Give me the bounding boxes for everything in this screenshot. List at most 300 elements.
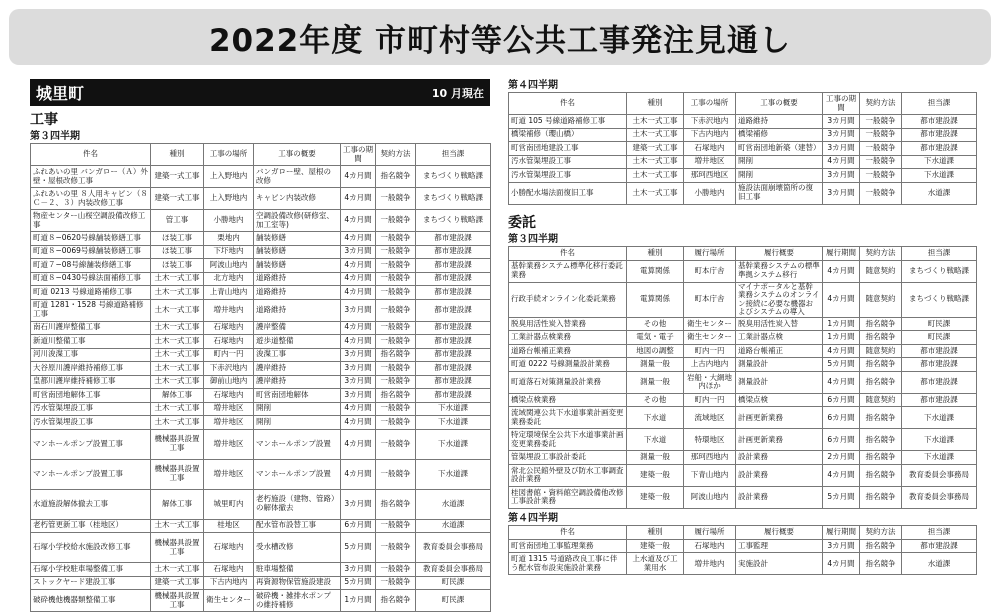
left-column [30,79,490,612]
table-row [509,182,977,204]
cell-summary: 開削 [736,155,823,169]
cell-type: 電気・電子 [627,331,684,345]
cell-type: 土木一式工事 [151,563,204,577]
cell-name: 町道 0222 号線測量設計業務 [509,358,627,372]
cell-method: 一般競争 [376,402,416,416]
cell-method: 一般競争 [376,245,416,259]
cell-period: 3カ月間 [341,348,376,362]
cell-summary: 道路台帳補正 [736,344,823,358]
cell-department: 下水道課 [902,407,977,429]
cell-type: 電算関係 [627,282,684,317]
cell-type: ほ装工事 [151,245,204,259]
table-row [509,464,977,486]
cell-period: 4カ月間 [341,232,376,246]
table-row [31,245,491,259]
cell-type: その他 [627,393,684,407]
cell-department: 都市建設課 [416,286,491,300]
cell-summary: 護岸維持 [254,362,341,376]
table-row [509,128,977,142]
cell-period: 4カ月間 [341,416,376,430]
cell-department: 下水道課 [902,451,977,465]
cell-department: 町民課 [416,590,491,612]
cell-department: 都市建設課 [416,375,491,389]
cell-location: 那珂西地内 [684,451,736,465]
table-row [509,142,977,156]
header-col-summary: 履行概要 [736,525,823,539]
table-row [509,282,977,317]
cell-method: 随意契約 [860,344,902,358]
cell-name: 物産センター山桜空調設備改修工事 [31,210,151,232]
cell-type: 建築一式工事 [151,576,204,590]
cell-type: 土木一式工事 [151,286,204,300]
header-col-type: 種別 [627,246,684,260]
cell-period: 5カ月間 [341,576,376,590]
cell-period: 4カ月間 [341,272,376,286]
cell-department: 都市建設課 [902,115,977,129]
cell-summary: 道路維持 [736,115,823,129]
cell-name: 町道 1315 号道路改良工事に伴う配水管布設実施設計業務 [509,553,627,575]
cell-period: 4カ月間 [341,335,376,349]
cell-location: 下赤沢地内 [684,115,736,129]
cell-location: 増井地区 [204,429,254,459]
cell-period: 3カ月間 [823,182,860,204]
cell-period: 4カ月間 [823,371,860,393]
cell-period: 2カ月間 [823,451,860,465]
cell-summary: 測量設計 [736,358,823,372]
cell-department: まちづくり戦略課 [902,260,977,282]
cell-department: 都市建設課 [902,142,977,156]
cell-summary: 道路維持 [254,299,341,321]
cell-location: 特環地区 [684,429,736,451]
cell-department: 下水道課 [416,459,491,489]
cell-method: 指名競争 [860,486,902,508]
cell-department: 教育委員会事務局 [416,563,491,577]
cell-method: 一般競争 [376,286,416,300]
cell-location: 阿波山地内 [684,486,736,508]
cell-name: 町営南団地工事監理業務 [509,539,627,553]
cell-location: 増井地区 [684,155,736,169]
cell-location: 石塚地内 [204,533,254,563]
cell-method: 指名競争 [860,553,902,575]
cell-type: 建築一般 [627,539,684,553]
cell-period: 3カ月間 [341,563,376,577]
cell-location: 石塚地内 [684,142,736,156]
quarter-label: 第４四半期 [508,80,558,91]
cell-location: 小勝地内 [204,210,254,232]
header-col-method: 契約方法 [376,144,416,166]
cell-period: 5カ月間 [823,358,860,372]
cell-method: 一般競争 [376,210,416,232]
cell-name: 行政手続オンライン化委託業務 [509,282,627,317]
cell-summary: 道路維持 [254,286,341,300]
table-row [31,429,491,459]
cell-summary: 実施設計 [736,553,823,575]
cell-period: 4カ月間 [341,429,376,459]
cell-location: 石塚地内 [204,563,254,577]
cell-location: 衛生センター [204,590,254,612]
table-row [509,331,977,345]
right-column [508,79,976,575]
header-col-method: 契約方法 [860,246,902,260]
cell-type: 建築一式工事 [151,166,204,188]
cell-period: 3カ月間 [341,245,376,259]
cell-name: ストックヤード建設工事 [31,576,151,590]
cell-location: 下古内地内 [684,128,736,142]
cell-department: 都市建設課 [416,335,491,349]
header-col-department: 担当課 [902,93,977,115]
table-row [509,393,977,407]
cell-type: 土木一式工事 [627,128,684,142]
header-col-summary: 履行概要 [736,246,823,260]
table-row [509,451,977,465]
cell-summary: 開削 [254,402,341,416]
cell-period: 4カ月間 [341,166,376,188]
cell-period: 3カ月間 [823,169,860,183]
cell-department: 下水道課 [902,429,977,451]
cell-type: 土木一式工事 [151,272,204,286]
table-row [31,519,491,533]
cell-type: 電算関係 [627,260,684,282]
cell-type: 建築一式工事 [151,188,204,210]
cell-method: 一般競争 [860,169,902,183]
header-col-department: 担当課 [902,246,977,260]
cell-department: 町民課 [902,331,977,345]
header-col-department: 担当課 [416,144,491,166]
cell-summary: 設計業務 [736,451,823,465]
cell-name: 河川浚渫工事 [31,348,151,362]
cell-name: 流域関連公共下水道事業計画変更業務委託 [509,407,627,429]
cell-name: 破砕機他機器類整備工事 [31,590,151,612]
page-title: 2022年度 市町村等公共工事発注見通し [208,22,792,59]
construction-q3-table [30,143,491,612]
header-col-period: 履行期間 [823,525,860,539]
cell-type: 土木一式工事 [627,115,684,129]
cell-method: 指名競争 [376,389,416,403]
table-row [31,210,491,232]
cell-method: 一般競争 [376,429,416,459]
cell-type: 下水道 [627,429,684,451]
cell-type: 土木一式工事 [151,416,204,430]
cell-department: 都市建設課 [416,259,491,273]
cell-period: 3カ月間 [823,115,860,129]
cell-name: 町道 1281・1528 号線道路補修工事 [31,299,151,321]
table-row [509,155,977,169]
table-row [509,358,977,372]
cell-period: 4カ月間 [341,286,376,300]
cell-location: 衛生センター [684,331,736,345]
cell-location: 増井地区 [204,416,254,430]
cell-department: 下水道課 [416,429,491,459]
cell-method: 指名競争 [860,429,902,451]
cell-name: 道路台帳補正業務 [509,344,627,358]
cell-name: マンホールポンプ設置工事 [31,459,151,489]
cell-location: 下古内地内 [204,576,254,590]
quarter-label: 第４四半期 [508,512,558,524]
cell-name: 町道 105 号線道路補修工事 [509,115,627,129]
header-col-period: 工事の期間 [823,93,860,115]
cell-type: 土木一式工事 [151,402,204,416]
cell-summary: 遊歩道整備 [254,335,341,349]
cell-department: 都市建設課 [902,371,977,393]
cell-method: 一般競争 [860,142,902,156]
cell-location: 増井地内 [684,553,736,575]
cell-department: 都市建設課 [416,348,491,362]
cell-type: 上水道及び工業用水 [627,553,684,575]
cell-summary: 舗装修繕 [254,232,341,246]
cell-name: 常北公民館外壁及び防水工事調査設計業務 [509,464,627,486]
cell-location: 町本庁舎 [684,282,736,317]
cell-type: 測量一般 [627,451,684,465]
cell-location: 下赤沢地内 [204,362,254,376]
cell-department: 都市建設課 [416,299,491,321]
table-row [509,429,977,451]
cell-period: 6カ月間 [823,407,860,429]
cell-department: 都市建設課 [416,362,491,376]
table-row [31,576,491,590]
header-col-department: 担当課 [902,525,977,539]
cell-method: 一般競争 [376,362,416,376]
cell-period: 3カ月間 [341,299,376,321]
cell-type: 土木一式工事 [151,348,204,362]
cell-method: 一般競争 [376,321,416,335]
cell-method: 指名競争 [376,166,416,188]
cell-location: 栗地内 [204,232,254,246]
cell-period: 3カ月間 [823,128,860,142]
cell-department: 教育委員会事務局 [416,533,491,563]
cell-method: 指名競争 [860,371,902,393]
table-row [31,286,491,300]
title-banner [9,9,991,65]
cell-type: 土木一式工事 [627,182,684,204]
cell-summary: 工事監理 [736,539,823,553]
cell-location: 増井地内 [204,299,254,321]
cell-period: 6カ月間 [823,429,860,451]
table-row [31,335,491,349]
table-row [509,539,977,553]
cell-type: 土木一式工事 [627,155,684,169]
cell-type: 土木一式工事 [151,335,204,349]
cell-location: 北方地内 [204,272,254,286]
cell-name: 水道施設解体撤去工事 [31,489,151,519]
cell-name: 老朽管更新工事（桂地区） [31,519,151,533]
cell-method: 一般競争 [376,576,416,590]
cell-department: 町民課 [416,576,491,590]
category-construction: 工事 [30,112,58,128]
cell-name: 橋梁補修（瓔山橋） [509,128,627,142]
cell-summary: 開削 [736,169,823,183]
cell-name: 町道 0213 号線道路補修工事 [31,286,151,300]
header-col-name: 件名 [509,93,627,115]
cell-location: 岩船・大網地内ほか [684,371,736,393]
cell-department: 町民課 [902,317,977,331]
cell-name: 町道落石対策測量設計業務 [509,371,627,393]
cell-location: 増井地区 [204,459,254,489]
header-col-location: 履行場所 [684,246,736,260]
cell-type: 測量一般 [627,371,684,393]
cell-method: 一般競争 [376,519,416,533]
cell-summary: 老朽施設（建物、管路）の解体撤去 [254,489,341,519]
cell-name: 管渠埋設工事設計委託 [509,451,627,465]
cell-summary: 配水管布設替工事 [254,519,341,533]
cell-period: 4カ月間 [823,260,860,282]
cell-department: 都市建設課 [902,344,977,358]
header-col-method: 契約方法 [860,525,902,539]
cell-location: 町内一円 [684,344,736,358]
cell-period: 4カ月間 [341,259,376,273]
table-row [31,489,491,519]
cell-name: 町道８−0069号線舗装修繕工事 [31,245,151,259]
cell-summary: 橋梁点検 [736,393,823,407]
cell-type: 土木一式工事 [151,321,204,335]
cell-type: 土木一式工事 [627,169,684,183]
table-row [509,115,977,129]
table-row [31,348,491,362]
cell-method: 一般競争 [376,232,416,246]
cell-type: 建築一式工事 [627,142,684,156]
header-col-method: 契約方法 [860,93,902,115]
cell-type: その他 [627,317,684,331]
cell-summary: 計画更新業務 [736,407,823,429]
cell-type: 建築一般 [627,486,684,508]
cell-name: 汚水管渠埋設工事 [509,169,627,183]
cell-name: 大谷原川護岸維持補修工事 [31,362,151,376]
cell-location: 桂地区 [204,519,254,533]
cell-type: 機械器具設置工事 [151,590,204,612]
cell-department: 都市建設課 [902,128,977,142]
construction-q4-table [508,92,977,205]
cell-method: 指名競争 [860,539,902,553]
cell-method: 一般競争 [860,115,902,129]
cell-method: 一般競争 [376,272,416,286]
cell-method: 一般競争 [376,259,416,273]
cell-method: 指名競争 [860,317,902,331]
cell-type: 土木一式工事 [151,362,204,376]
cell-type: 土木一式工事 [151,519,204,533]
cell-type: ほ装工事 [151,232,204,246]
cell-department: 都市建設課 [416,232,491,246]
cell-summary: 基幹業務システムの標準準拠システム移行 [736,260,823,282]
cell-period: 4カ月間 [341,210,376,232]
header-col-name: 件名 [509,525,627,539]
cell-summary: 脱臭用活性炭入替 [736,317,823,331]
cell-location: 城里町内 [204,489,254,519]
cell-period: 4カ月間 [341,459,376,489]
cell-summary: 道路維持 [254,272,341,286]
table-row [509,317,977,331]
cell-summary: 空調設備改修(研修室、加工室等) [254,210,341,232]
cell-department: 下水道課 [902,169,977,183]
cell-name: 新道川整備工事 [31,335,151,349]
cell-name: 町営南団地解体工事 [31,389,151,403]
header-col-period: 履行期間 [823,246,860,260]
cell-location: 石塚地内 [204,389,254,403]
cell-summary: 計画更新業務 [736,429,823,451]
cell-period: 5カ月間 [341,533,376,563]
cell-location: 上入野地内 [204,188,254,210]
cell-name: 脱臭用活性炭入替業務 [509,317,627,331]
cell-type: 機械器具設置工事 [151,459,204,489]
cell-period: 4カ月間 [341,402,376,416]
header-col-location: 工事の場所 [204,144,254,166]
cell-method: 一般競争 [376,459,416,489]
table-row [509,553,977,575]
cell-name: 特定環境保全公共下水道事業計画変更業務委託 [509,429,627,451]
cell-department: 都市建設課 [416,389,491,403]
table-row [31,259,491,273]
cell-department: 水道課 [416,519,491,533]
cell-department: 下水道課 [416,402,491,416]
town-name: 城里町 [36,84,85,103]
cell-method: 指名競争 [860,407,902,429]
cell-location: 石塚地内 [204,321,254,335]
cell-method: 一般競争 [376,188,416,210]
as-of-date: 10 月現在 [431,86,484,100]
cell-period: 3カ月間 [823,142,860,156]
cell-period: 4カ月間 [823,155,860,169]
cell-summary: 町営南団地新築（建替） [736,142,823,156]
cell-department: 下水道課 [902,155,977,169]
cell-name: 町営南団地建設工事 [509,142,627,156]
table-row [509,407,977,429]
cell-location: 下青山地内 [684,464,736,486]
cell-name: 桂図書館・資料館空調設備他改修工事設計業務 [509,486,627,508]
table-row [31,232,491,246]
cell-department: 教育委員会事務局 [902,464,977,486]
table-row [31,402,491,416]
cell-summary: 開削 [254,416,341,430]
cell-name: 汚水管渠埋設工事 [31,402,151,416]
cell-name: 橋梁点検業務 [509,393,627,407]
cell-department: 都市建設課 [902,539,977,553]
cell-type: 管工事 [151,210,204,232]
cell-location: 小勝地内 [684,182,736,204]
cell-name: 町道８−0620号線舗装修繕工事 [31,232,151,246]
header-col-type: 種別 [627,525,684,539]
cell-name: 基幹業務システム標準化移行委託業務 [509,260,627,282]
header-col-type: 種別 [627,93,684,115]
cell-location: 那珂西地区 [684,169,736,183]
cell-summary: マンホールポンプ設置 [254,429,341,459]
cell-location: 上古内地内 [684,358,736,372]
header-col-period: 工事の期間 [341,144,376,166]
cell-type: 下水道 [627,407,684,429]
cell-department: まちづくり戦略課 [416,166,491,188]
cell-summary: 破砕機・雑排水ポンプの維持補修 [254,590,341,612]
cell-method: 一般競争 [376,416,416,430]
cell-summary: マイナポータルと基幹業務システムのオンライン接続に必要な機器およびシステムの導入 [736,282,823,317]
cell-department: 都市建設課 [416,321,491,335]
cell-name: 石塚小学校駐車場整備工事 [31,563,151,577]
table-row [31,166,491,188]
cell-period: 4カ月間 [341,188,376,210]
cell-summary: 橋梁補修 [736,128,823,142]
consignment-q3-table [508,246,977,509]
cell-method: 随意契約 [860,393,902,407]
cell-summary: 浚渫工事 [254,348,341,362]
cell-period: 3カ月間 [341,362,376,376]
cell-method: 一般競争 [376,335,416,349]
cell-period: 1カ月間 [823,317,860,331]
cell-method: 一般競争 [376,375,416,389]
cell-period: 3カ月間 [341,489,376,519]
cell-method: 指名競争 [376,590,416,612]
cell-name: ふれあいの里 ８人用キャビン（８Ｃ－２、３）内装改修工事 [31,188,151,210]
cell-location: 増井地区 [204,402,254,416]
cell-department: 都市建設課 [416,245,491,259]
cell-name: 石塚小学校給水施設改修工事 [31,533,151,563]
cell-method: 指名競争 [860,464,902,486]
cell-location: 上青山地内 [204,286,254,300]
